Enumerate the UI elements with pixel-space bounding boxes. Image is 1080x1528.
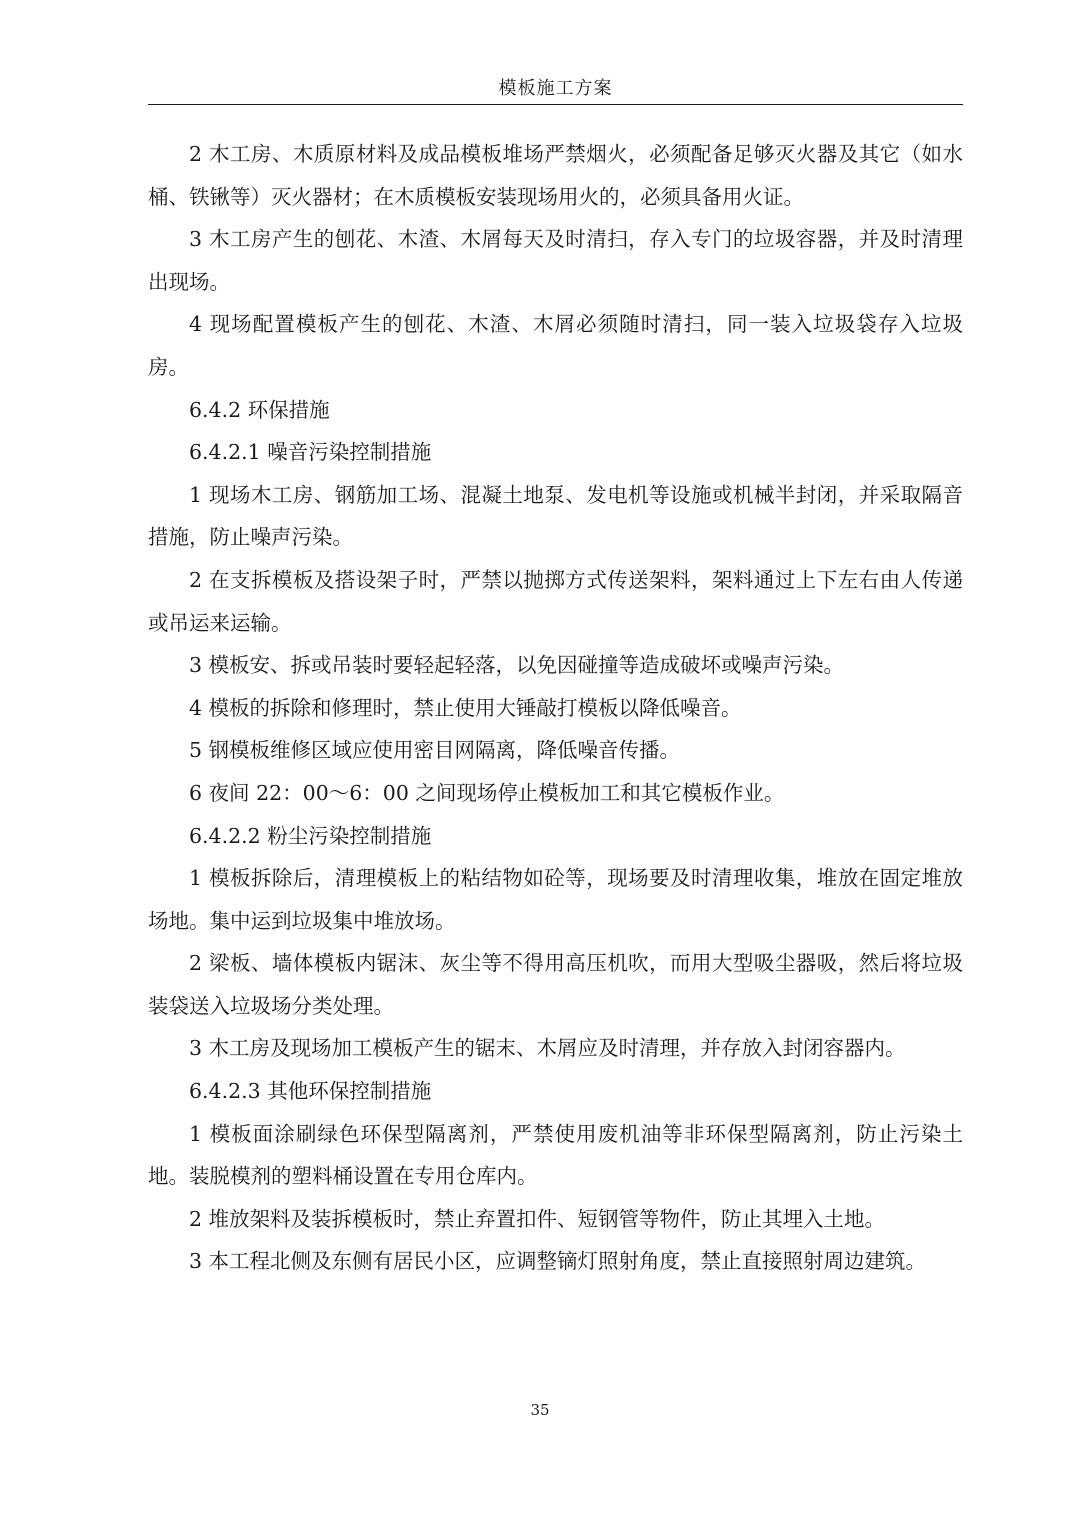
paragraph-gentle-handling: 3 模板安、拆或吊装时要轻起轻落，以免因碰撞等造成破坏或噪声污染。 xyxy=(189,653,845,678)
paragraph-wood-shop-cleaning: 3 木工房产生的刨花、木渣、木屑每天及时清扫，存入专门的垃圾容器，并及时清理出现场。 xyxy=(148,227,963,294)
section-heading-environmental-measures: 6.4.2 环保措施 xyxy=(189,397,330,422)
paragraph-vacuum-cleaning: 2 梁板、墙体模板内锯沫、灰尘等不得用高压机吹，而用大型吸尘器吸，然后将垃圾装袋送入垃圾场分类处理。 xyxy=(148,951,963,1018)
paragraph-site-cleaning: 4 现场配置模板产生的刨花、木渣、木屑必须随时清扫，同一装入垃圾袋存入垃圾房。 xyxy=(148,312,963,379)
paragraph-light-direction: 3 本工程北侧及东侧有居民小区，应调整镝灯照射角度，禁止直接照射周边建筑。 xyxy=(189,1249,927,1274)
paragraph-fire-safety-equipment: 2 木工房、木质原材料及成品模板堆场严禁烟火，必须配备足够灭火器及其它（如水桶、铁锹等）灭火器材；在木质模板安装现场用火的，必须具备用火证。 xyxy=(148,142,963,209)
paragraph-no-throwing: 2 在支拆模板及搭设架子时，严禁以抛掷方式传送架料，架料通过上下左右由人传递或吊运来运输。 xyxy=(148,567,963,635)
paragraph-no-sledgehammer: 4 模板的拆除和修理时，禁止使用大锤敲打模板以降低噪音。 xyxy=(189,695,742,720)
header-divider xyxy=(148,104,963,105)
page-number: 35 xyxy=(530,1401,550,1419)
paragraph-release-agent: 1 模板面涂刷绿色环保型隔离剂，严禁使用废机油等非环保型隔离剂，防止污染土地。装脱模剂的塑料桶设置在专用仓库内。 xyxy=(148,1121,963,1189)
paragraph-no-discarding: 2 堆放架料及装拆模板时，禁止弃置扣件、短钢管等物件，防止其埋入土地。 xyxy=(189,1206,886,1231)
paragraph-night-work-ban: 6 夜间 22：00～6：00 之间现场停止模板加工和其它模板作业。 xyxy=(189,780,785,805)
subsection-heading-other-measures: 6.4.2.3 其他环保控制措施 xyxy=(189,1079,432,1104)
page-header-title: 模板施工方案 xyxy=(498,78,613,99)
subsection-heading-noise-control: 6.4.2.1 噪音污染控制措施 xyxy=(189,440,432,465)
paragraph-residue-collection: 1 模板拆除后，清理模板上的粘结物如砼等，现场要及时清理收集，堆放在固定堆放场地。集中运到垃圾集中堆放场。 xyxy=(148,866,963,933)
paragraph-noise-enclosure: 1 现场木工房、钢筋加工场、混凝土地泵、发电机等设施或机械半封闭，并采取隔音措施，防止噪声污染。 xyxy=(148,482,963,550)
subsection-heading-dust-control: 6.4.2.2 粉尘污染控制措施 xyxy=(189,823,432,848)
document-body xyxy=(148,133,963,1283)
paragraph-mesh-isolation: 5 钢模板维修区域应使用密目网隔离，降低噪音传播。 xyxy=(189,738,681,763)
paragraph-sawdust-storage: 3 木工房及现场加工模板产生的锯末、木屑应及时清理，并存放入封闭容器内。 xyxy=(189,1036,906,1061)
